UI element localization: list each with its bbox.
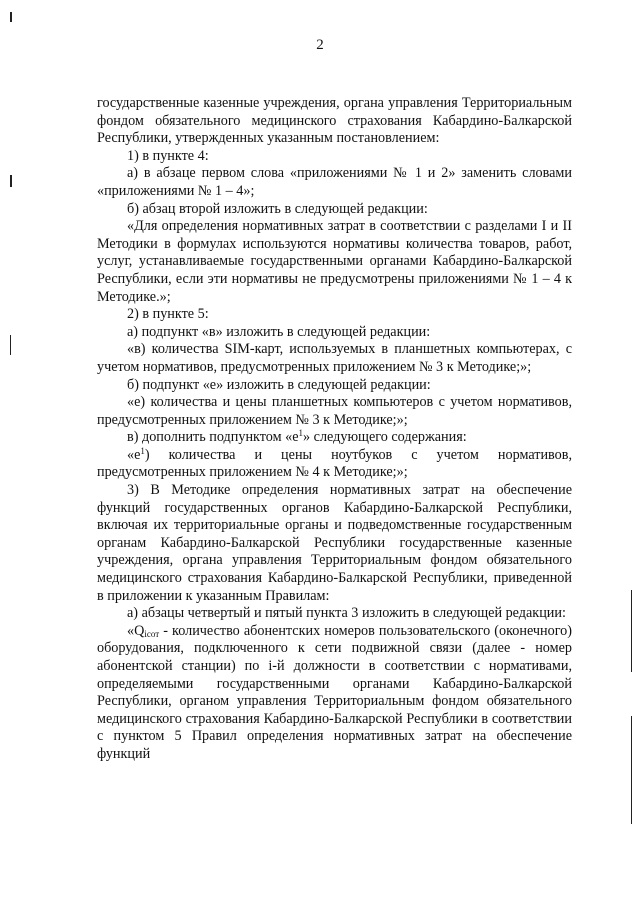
paragraph-quote-2v	[97, 447, 572, 482]
text-part: » следующего содержания:	[303, 429, 467, 446]
document-body	[97, 95, 572, 764]
scan-edge-mark	[10, 175, 12, 187]
scan-edge-mark	[10, 12, 12, 22]
text-part: в) дополнить подпунктом «е	[127, 429, 299, 446]
scan-edge-mark	[631, 716, 632, 824]
paragraph-item-2a: а) подпункт «в» изложить в следующей редакции:	[127, 323, 431, 340]
text-part: ) количества и цены ноутбуков с учетом нормативов, предусмотренных приложением № 4 к Методике;»;	[97, 446, 572, 481]
paragraph-item-1: 1) в пункте 4:	[127, 147, 209, 164]
paragraph-item-3: 3) В Методике определения нормативных затрат на обеспечение функций государственных органов Кабардино-Балкарской Республики, включая их территориальные органы и подведомственные государственным органам Кабардино-Балкарской Республики государственные казенные учреждения, органа управления Территориальным фондом обязательного медицинского страхования Кабардино-Балкарской Республики, приведенной в приложении к указанным Правилам:	[97, 482, 572, 604]
paragraph-item-1b: б) абзац второй изложить в следующей редакции:	[127, 200, 428, 217]
paragraph-item-3a: а) абзацы четвертый и пятый пункта 3 изложить в следующей редакции:	[127, 605, 566, 622]
page-number: 2	[316, 37, 324, 53]
text-part: - количество абонентских номеров пользовательского (оконечного) оборудования, подключенного к сети подвижной связи (далее - номер абонентской станции) по i-й должности в соответствии с нормативами, определяемыми государственными органами Кабардино-Балкарской Республики, органом управления Территориальным фондом обязательного медицинского страхования Кабардино-Балкарской Республики в соответствии с пунктом 5 Правил определения нормативных затрат на обеспечение функций	[97, 622, 572, 762]
subscript: iсот	[144, 628, 160, 639]
superscript: 1	[140, 445, 145, 456]
paragraph-item-2: 2) в пункте 5:	[127, 306, 209, 323]
paragraph-item-1a: а) в абзаце первом слова «приложениями № 1 и 2» заменить словами «приложениями № 1 – 4»;	[97, 165, 572, 199]
paragraph-item-2v	[97, 429, 572, 447]
paragraph-quote-2b: «е) количества и цены планшетных компьютеров с учетом нормативов, предусмотренных приложением № 3 к Методике;»;	[97, 394, 572, 428]
paragraph-quote-2a: «в) количества SIM-карт, используемых в планшетных компьютерах, с учетом нормативов, предусмотренных приложением № 3 к Методике;»;	[97, 341, 572, 375]
paragraph-quote-3a	[97, 623, 572, 764]
superscript: 1	[298, 428, 303, 439]
scan-edge-mark	[10, 335, 11, 355]
text-part: «Q	[127, 622, 145, 639]
paragraph-quote-1b: «Для определения нормативных затрат в соответствии с разделами I и II Методики в формулах используются нормативы количества товаров, работ, услуг, устанавливаемые государственными органами Кабардино-Балкарской Республики, если эти нормативы не предусмотрены приложениями № 1 – 4 к Методике.»;	[97, 218, 572, 305]
paragraph-item-2b: б) подпункт «е» изложить в следующей редакции:	[127, 376, 431, 393]
text-part: «е	[127, 446, 141, 463]
paragraph-intro: государственные казенные учреждения, органа управления Территориальным фондом обязательного медицинского страхования Кабардино-Балкарской Республики, утвержденных указанным постановлением:	[97, 95, 572, 147]
scan-edge-mark	[631, 590, 632, 672]
